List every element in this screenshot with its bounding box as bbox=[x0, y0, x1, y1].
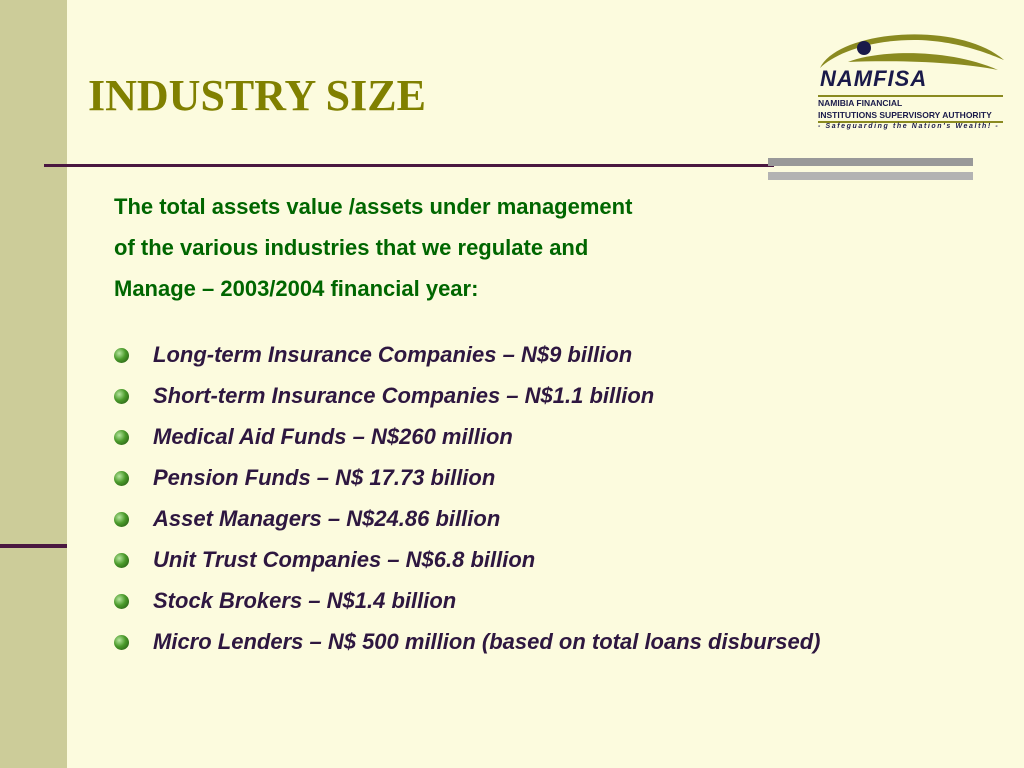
green-sphere-bullet-icon bbox=[114, 471, 129, 486]
left-accent-bar bbox=[0, 544, 67, 548]
list-item bbox=[114, 543, 914, 576]
list-item-text: Short-term Insurance Companies – N$1.1 billion bbox=[153, 383, 655, 408]
slide-title: INDUSTRY SIZE bbox=[88, 71, 426, 120]
namfisa-logo bbox=[808, 26, 1008, 138]
green-sphere-bullet-icon bbox=[114, 430, 129, 445]
list-item bbox=[114, 338, 914, 371]
list-item-text: Medical Aid Funds – N$260 million bbox=[153, 424, 513, 449]
list-item-text: Stock Brokers – N$1.4 billion bbox=[153, 588, 457, 613]
logo-divider-top bbox=[818, 95, 1003, 97]
list-item bbox=[114, 584, 914, 617]
green-sphere-bullet-icon bbox=[114, 348, 129, 363]
green-sphere-bullet-icon bbox=[114, 389, 129, 404]
logo-line-2: INSTITUTIONS SUPERVISORY AUTHORITY bbox=[818, 110, 992, 120]
logo-name: NAMFISA bbox=[820, 66, 928, 91]
list-item-text: Micro Lenders – N$ 500 million (based on total loans disbursed) bbox=[153, 629, 821, 654]
decorative-gray-bar-top bbox=[768, 158, 973, 166]
green-sphere-bullet-icon bbox=[114, 512, 129, 527]
intro-line: of the various industries that we regulate and bbox=[114, 235, 589, 260]
intro-paragraph bbox=[114, 186, 804, 309]
list-item bbox=[114, 625, 914, 658]
intro-line: Manage – 2003/2004 financial year: bbox=[114, 276, 479, 301]
list-item-text: Asset Managers – N$24.86 billion bbox=[153, 506, 501, 531]
decorative-gray-bar-bottom bbox=[768, 172, 973, 180]
list-item-text: Pension Funds – N$ 17.73 billion bbox=[153, 465, 496, 490]
logo-tagline: - Safeguarding the Nation's Wealth! - bbox=[818, 123, 1000, 130]
industry-list bbox=[114, 338, 914, 666]
list-item-text: Unit Trust Companies – N$6.8 billion bbox=[153, 547, 536, 572]
list-item bbox=[114, 420, 914, 453]
list-item bbox=[114, 379, 914, 412]
left-side-band bbox=[0, 0, 67, 768]
green-sphere-bullet-icon bbox=[114, 635, 129, 650]
logo-line-1: NAMIBIA FINANCIAL bbox=[818, 98, 903, 108]
green-sphere-bullet-icon bbox=[114, 594, 129, 609]
green-sphere-bullet-icon bbox=[114, 553, 129, 568]
list-item-text: Long-term Insurance Companies – N$9 billion bbox=[153, 342, 633, 367]
intro-line: The total assets value /assets under management bbox=[114, 194, 633, 219]
list-item bbox=[114, 502, 914, 535]
list-item bbox=[114, 461, 914, 494]
title-divider bbox=[44, 164, 774, 167]
